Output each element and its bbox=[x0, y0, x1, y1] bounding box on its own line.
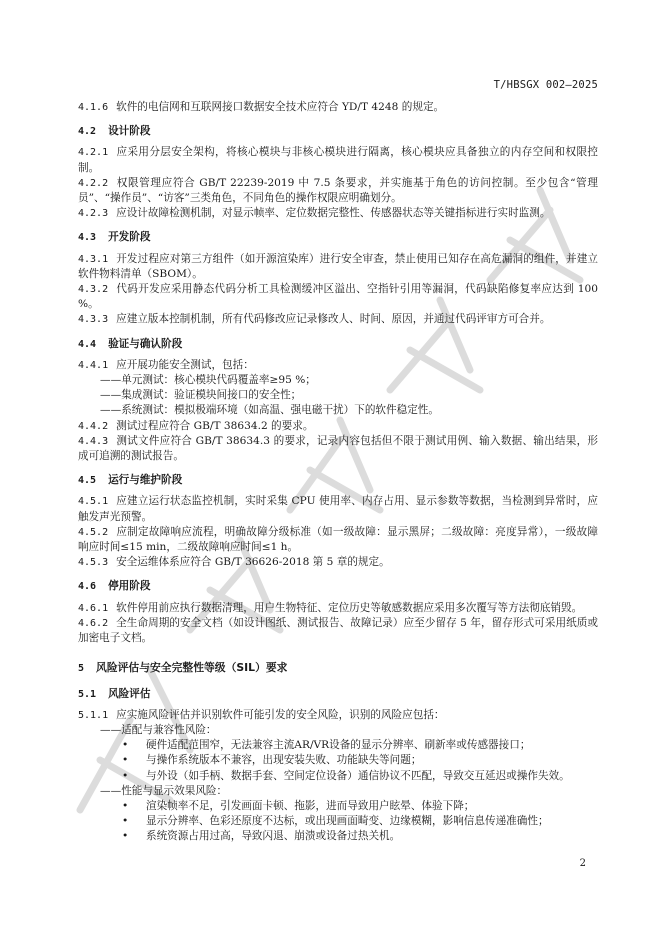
bullet-icon: • bbox=[122, 815, 129, 828]
bullet-icon: • bbox=[122, 769, 129, 782]
risk-group-label: ——适配与兼容性风险： bbox=[100, 723, 217, 736]
list-item: ——集成测试：验证模块间接口的安全性； bbox=[100, 389, 302, 402]
clause-4-2-1: 4.2.1 应采用分层安全架构，将核心模块与非核心模块进行隔离，核心模块应具备独立的内存空间和权限控制。 bbox=[78, 146, 598, 174]
list-item: • 系统资源占用过高，导致闪退、崩溃或设备过热关机。 bbox=[78, 829, 598, 844]
clause-4-5-1: 4.5.1 应建立运行状态监控机制，实时采集 CPU 使用率、内存占用、显示参数等数据，当检测到异常时，应触发声光预警。 bbox=[78, 495, 598, 523]
clause-4-1-6: 4.1.6 软件的电信网和互联网接口数据安全技术应符合 YD/T 4248 的规定。 bbox=[78, 101, 445, 113]
page-number: 2 bbox=[579, 858, 586, 869]
document-body bbox=[78, 100, 598, 845]
heading-4-2: 4.2 设计阶段 bbox=[78, 125, 151, 138]
clause-4-3-1: 4.3.1 开发过程应对第三方组件（如开源渲染库）进行安全审查，禁止使用已知存在高危漏洞的组件，并建立软件物料清单（SBOM）。 bbox=[78, 252, 598, 280]
heading-4-5: 4.5 运行与维护阶段 bbox=[78, 474, 183, 487]
risk-group-label: ——性能与显示效果风险： bbox=[100, 784, 228, 797]
clause-4-2-2: 4.2.2 权限管理应符合 GB/T 22239-2019 中 7.5 条要求，并实施基于角色的访问控制。至少包含“管理员”、“操作员”、“访客”三类角色，不同角色的操作权限应明确划分。 bbox=[78, 176, 598, 205]
clause-4-5-3: 4.5.3 安全运维体系应符合 GB/T 36626-2018 第 5 章的规定。 bbox=[78, 556, 390, 569]
heading-4-3: 4.3 开发阶段 bbox=[78, 231, 151, 244]
clause-4-6-2: 4.6.2 全生命周期的安全文档（如设计图纸、测试报告、故障记录）应至少留存 5 年，留存形式可采用纸质或加密电子文档。 bbox=[78, 616, 598, 645]
standard-number: T/HBSGX 002—2025 bbox=[493, 79, 598, 91]
bullet-icon: • bbox=[122, 739, 129, 752]
list-item: • 硬件适配范围窄，无法兼容主流AR/VR设备的显示分辨率、刷新率或传感器接口； bbox=[78, 738, 598, 753]
list-item: ——系统测试：模拟极端环境（如高温、强电磁干扰）下的软件稳定性。 bbox=[100, 404, 439, 417]
list-item: ——单元测试：核心模块代码覆盖率≥95 %； bbox=[100, 374, 316, 387]
bullet-icon: • bbox=[122, 830, 129, 843]
list-item: • 与操作系统版本不兼容，出现安装失败、功能缺失等问题； bbox=[78, 753, 598, 768]
clause-4-2-3: 4.2.3 应设计故障检测机制，对显示帧率、定位数据完整性、传感器状态等关键指标进行实时监测。 bbox=[78, 207, 551, 220]
clause-4-4-1: 4.4.1 应开展功能安全测试，包括： bbox=[78, 358, 254, 371]
bullet-icon: • bbox=[122, 754, 129, 767]
heading-5: 5 风险评估与安全完整性等级（SIL）要求 bbox=[78, 661, 288, 675]
list-item: • 与外设（如手柄、数据手套、空间定位设备）通信协议不匹配，导致交互延迟或操作失效。 bbox=[78, 769, 598, 784]
list-item: • 渲染帧率不足，引发画面卡顿、拖影，进而导致用户眩晕、体验下降； bbox=[78, 799, 598, 814]
clause-5-1-1: 5.1.1 应实施风险评估并识别软件可能引发的安全风险，识别的风险应包括： bbox=[78, 708, 445, 721]
list-item: • 显示分辨率、色彩还原度不达标，或出现画面畸变、边缘模糊，影响信息传递准确性； bbox=[78, 814, 598, 829]
clause-4-3-3: 4.3.3 应建立版本控制机制，所有代码修改应记录修改人、时间、原因，并通过代码评审方可合并。 bbox=[78, 313, 551, 326]
clause-4-3-2: 4.3.2 代码开发应采用静态代码分析工具检测缓冲区溢出、空指针引用等漏洞，代码缺陷修复率应达到 100 %。 bbox=[78, 283, 598, 311]
clause-4-5-2: 4.5.2 应制定故障响应流程，明确故障分级标准（如一级故障：显示黑屏；二级故障：亮度异常），一级故障响应时间≤15 min，二级故障响应时间≤1 h。 bbox=[78, 525, 598, 554]
heading-5-1: 5.1 风险评估 bbox=[78, 687, 151, 700]
bullet-icon: • bbox=[122, 799, 129, 812]
clause-4-4-2: 4.4.2 测试过程应符合 GB/T 38634.2 的要求。 bbox=[78, 419, 314, 432]
clause-4-6-1: 4.6.1 软件停用前应执行数据清理，用户生物特征、定位历史等敏感数据应采用多次覆写等方法彻底销毁。 bbox=[78, 601, 583, 614]
heading-4-6: 4.6 停用阶段 bbox=[78, 580, 151, 593]
clause-4-4-3: 4.4.3 测试文件应符合 GB/T 38634.3 的要求，记录内容包括但不限于测试用例、输入数据、输出结果，形成可追溯的测试报告。 bbox=[78, 434, 598, 463]
heading-4-4: 4.4 验证与确认阶段 bbox=[78, 337, 183, 350]
